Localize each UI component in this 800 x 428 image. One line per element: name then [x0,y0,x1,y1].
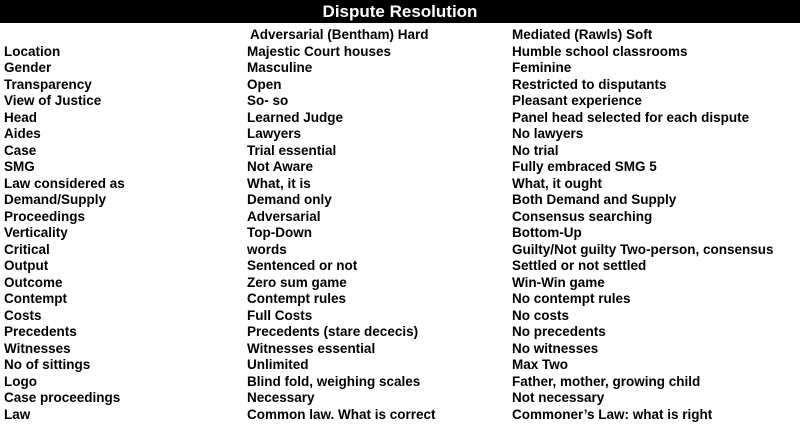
table-cell: Full Costs [247,307,313,323]
table-cell: Majestic Court houses [247,43,392,59]
table-row [0,209,800,226]
column-header: Adversarial (Bentham) Hard [250,27,429,42]
table-cell: No witnesses [512,340,599,356]
table-cell: Precedents (stare dececis) [247,324,419,339]
table-cell: No trial [512,142,559,158]
table-cell: No lawyers [512,126,584,141]
table-row [0,258,800,275]
table-row [0,93,800,110]
table-cell: Panel head selected for each dispute [512,109,750,125]
table-row [0,44,800,61]
row-label: Critical [4,241,50,257]
row-label: Gender [4,60,52,75]
table-cell: Masculine [247,60,313,75]
table-cell: Pleasant experience [512,93,642,108]
table-row [0,275,800,292]
row-label: Contempt [4,291,67,306]
table-cell: Demand only [247,192,332,207]
table-row [0,176,800,193]
table-cell: Sentenced or not [247,258,358,273]
table-cell: Not Aware [247,159,314,174]
table-row [0,110,800,127]
table-row [0,308,800,325]
table-cell: No precedents [512,324,606,339]
table-cell: Lawyers [247,126,302,141]
row-label: Costs [4,307,42,323]
table-cell: So- so [247,93,289,108]
row-label: Case [4,142,37,158]
row-label: Location [4,43,61,59]
table-cell: Restricted to disputants [512,76,667,92]
table-cell: What, it ought [512,175,602,191]
row-label: Verticality [4,225,68,240]
table-header-row [0,27,800,44]
table-row [0,291,800,308]
table-cell: Contempt rules [247,291,347,306]
row-label: Head [4,109,38,125]
table-cell: Zero sum game [247,274,347,290]
row-label: Precedents [4,324,77,339]
table-row [0,357,800,374]
row-label: Transparency [4,76,92,92]
row-label: Witnesses [4,340,71,356]
table-row [0,324,800,341]
row-label: Logo [4,373,37,389]
table-row [0,407,800,424]
table-cell: Blind fold, weighing scales [247,373,421,389]
table-cell: Learned Judge [247,109,344,125]
row-label: Demand/Supply [4,192,107,207]
row-label: Outcome [4,274,63,290]
table-row [0,159,800,176]
table-cell: Common law. What is correct [247,406,436,422]
table-cell: What, it is [247,175,311,191]
table-row [0,126,800,143]
row-label: No of sittings [4,357,91,372]
row-label: Law considered as [4,175,125,191]
table-cell: Commoner’s Law: what is right [512,406,713,422]
table-cell: Humble school classrooms [512,43,688,59]
page-title: Dispute Resolution [0,0,800,23]
table-cell: Trial essential [247,142,337,158]
table-cell: Settled or not settled [512,258,647,273]
table-cell: Necessary [247,390,315,405]
table-cell: Unlimited [247,357,309,372]
table-row [0,242,800,259]
table-cell: Not necessary [512,390,605,405]
table-cell: No costs [512,307,570,323]
table-cell: words [247,241,287,257]
table-cell: Feminine [512,60,572,75]
row-label: Law [4,406,31,422]
table-cell: Top-Down [247,225,312,240]
table-cell: Win-Win game [512,274,605,290]
table-cell: Father, mother, growing child [512,373,701,389]
table-cell: No contempt rules [512,291,631,306]
row-label: SMG [4,159,35,174]
row-label: Aides [4,126,41,141]
table-cell: Adversarial [247,208,321,224]
table-row [0,143,800,160]
table-cell: Fully embraced SMG 5 [512,159,657,174]
table-row [0,374,800,391]
table-row [0,192,800,209]
table-cell: Max Two [512,357,569,372]
table-row [0,341,800,358]
row-label: Output [4,258,49,273]
table-cell: Witnesses essential [247,340,376,356]
table-cell: Both Demand and Supply [512,192,677,207]
table-cell: Consensus searching [512,208,653,224]
row-label: Case proceedings [4,390,121,405]
table-row [0,77,800,94]
row-label: Proceedings [4,208,86,224]
row-label: View of Justice [4,93,102,108]
table-cell: Bottom-Up [512,225,582,240]
column-header: Mediated (Rawls) Soft [512,27,653,42]
comparison-table [0,27,800,423]
table-row [0,390,800,407]
table-row [0,225,800,242]
table-cell: Open [247,76,282,92]
table-row [0,60,800,77]
table-cell: Guilty/Not guilty Two-person, consensus [512,241,774,257]
